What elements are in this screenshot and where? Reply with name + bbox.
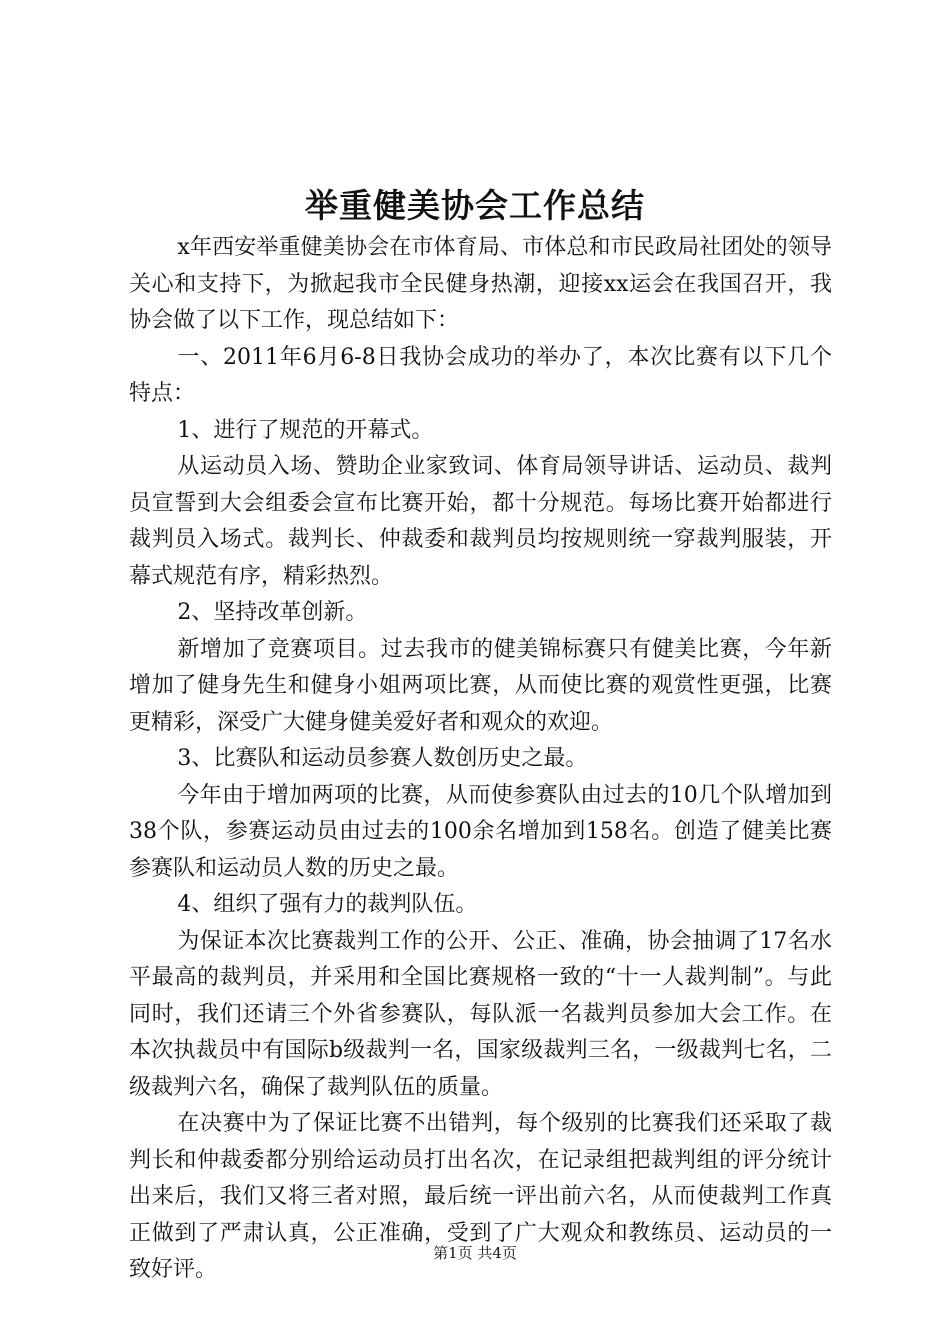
document-title: 举重健美协会工作总结 bbox=[305, 186, 645, 225]
paragraph-point-1-detail: 从运动员入场、赞助企业家致词、体育局领导讲话、运动员、裁判员宣誓到大会组委会宣布比赛开始，都十分规范。每场比赛开始都进行裁判员入场式。裁判长、仲裁委和裁判员均按规则统一穿裁判服装，开幕式规范有序，精彩热烈。 bbox=[129, 454, 832, 589]
paragraph-point-3-detail: 今年由于增加两项的比赛，从而使参赛队由过去的10几个队增加到38个队，参赛运动员由过去的100余名增加到158名。创造了健美比赛参赛队和运动员人数的历史之最。 bbox=[129, 782, 832, 881]
paragraph-point-4: 4、组织了强有力的裁判队伍。 bbox=[177, 892, 478, 917]
paragraph-section-1: 一、2011年6月6-8日我协会成功的举办了，本次比赛有以下几个特点： bbox=[129, 344, 832, 406]
paragraph-point-2-detail: 新增加了竞赛项目。过去我市的健美锦标赛只有健美比赛，今年新增加了健身先生和健身小姐两项比赛，从而使比赛的观赏性更强，比赛更精彩，深受广大健身健美爱好者和观众的欢迎。 bbox=[129, 636, 832, 735]
paragraph-intro: x年西安举重健美协会在市体育局、市体总和市民政局社团处的领导关心和支持下，为掀起我市全民健身热潮，迎接xx运会在我国召开，我协会做了以下工作，现总结如下： bbox=[129, 235, 832, 333]
paragraph-point-4-detail: 为保证本次比赛裁判工作的公开、公正、准确，协会抽调了17名水平最高的裁判员，并采用和全国比赛规格一致的“十一人裁判制”。与此同时，我们还请三个外省参赛队，每队派一名裁判员参加大会工作。在本次执裁员中有国际b级裁判一名，国家级裁判三名，一级裁判七名，二级裁判六名，确保了裁判队伍的质量。 bbox=[129, 928, 832, 1100]
document-body bbox=[129, 230, 832, 1289]
paragraph-final: 在决赛中为了保证比赛不出错判，每个级别的比赛我们还采取了裁判长和仲裁委都分别给运动员打出名次，在记录组把裁判组的评分统计出来后，我们又将三者对照，最后统一评出前六名，从而使裁判工作真正做到了严肃认真，公正准确，受到了广大观众和教练员、运动员的一致好评。 bbox=[129, 1111, 832, 1282]
paragraph-point-1: 1、进行了规范的开幕式。 bbox=[177, 417, 434, 443]
paragraph-point-2: 2、坚持改革创新。 bbox=[177, 600, 368, 625]
paragraph-point-3: 3、比赛队和运动员参赛人数创历史之最。 bbox=[177, 746, 588, 771]
page-number: 第1页 共4页 bbox=[433, 1244, 517, 1262]
